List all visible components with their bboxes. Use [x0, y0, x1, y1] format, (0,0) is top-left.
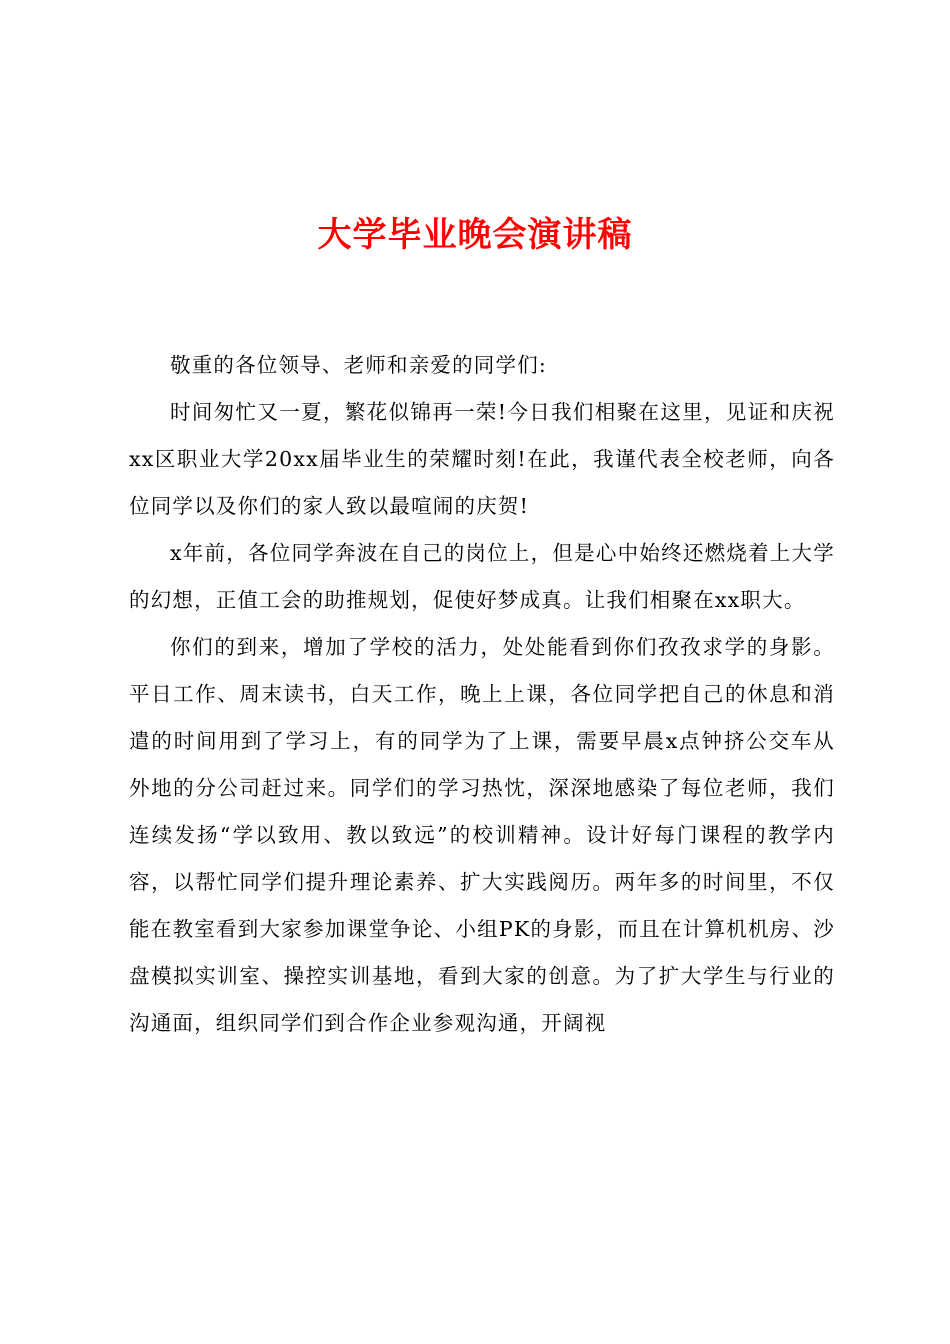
body-paragraph-3: 你们的到来，增加了学校的活力，处处能看到你们孜孜求学的身影。平日工作、周末读书，白天工作，晚上上课，各位同学把自己的休息和消遣的时间用到了学习上，有的同学为了上课，需要早晨x点钟挤公交车从外地的分公司赶过来。同学们的学习热忱，深深地感染了每位老师，我们连续发扬“学以致用、教以致远”的校训精神。设计好每门课程的教学内容，以帮忙同学们提升理论素养、扩大实践阅历。两年多的时间里，不仅能在教室看到大家参加课堂争论、小组PK的身影，而且在计算机机房、沙盘模拟实训室、操控实训基地，看到大家的创意。为了扩大学生与行业的沟通面，组织同学们到合作企业参观沟通，开阔视	[129, 635, 835, 1035]
body-paragraph-2: x年前，各位同学奔波在自己的岗位上，但是心中始终还燃烧着上大学的幻想，正值工会的助推规划，促使好梦成真。让我们相聚在xx职大。	[129, 541, 835, 612]
document-body	[129, 342, 835, 1047]
greeting-paragraph: 敬重的各位领导、老师和亲爱的同学们:	[170, 353, 548, 377]
body-paragraph-1: 时间匆忙又一夏，繁花似锦再一荣!今日我们相聚在这里，见证和庆祝xx区职业大学20xx届毕业生的荣耀时刻!在此，我谨代表全校老师，向各位同学以及你们的家人致以最喧闹的庆贺!	[129, 400, 835, 518]
document-title: 大学毕业晚会演讲稿	[317, 215, 633, 255]
